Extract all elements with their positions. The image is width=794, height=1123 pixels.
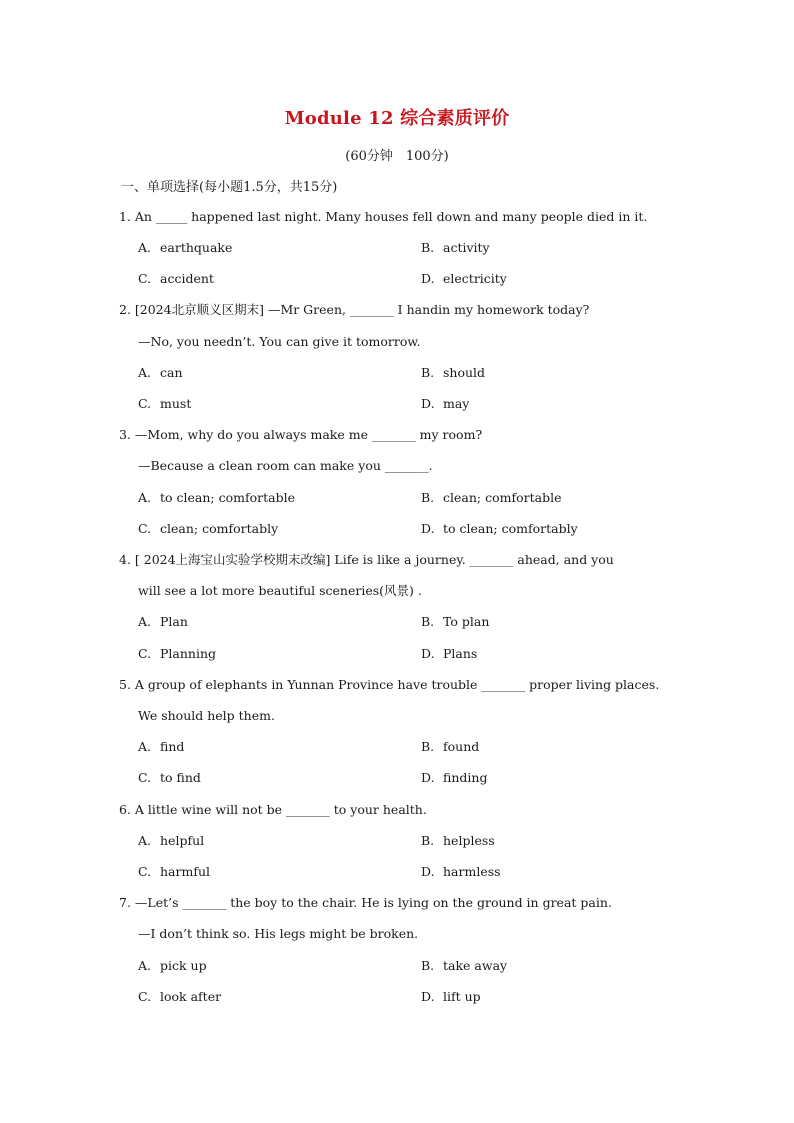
question-1-option-a[interactable] <box>138 239 232 257</box>
option-letter: A. <box>138 614 152 629</box>
option-letter: D. <box>421 864 435 879</box>
option-letter: B. <box>421 365 435 380</box>
question-2-option-b[interactable] <box>421 364 485 382</box>
option-text: to clean; comfortably <box>443 521 578 536</box>
question-7-option-c[interactable] <box>138 988 221 1006</box>
option-letter: D. <box>421 989 435 1004</box>
question-4-stem: 4. [ 2024上海宝山实验学校期末改编] Life is like a journey. _______ ahead, and you <box>119 552 614 567</box>
question-3-option-d[interactable] <box>421 520 578 538</box>
question-4-stem-cont: will see a lot more beautiful sceneries(风景) . <box>138 583 422 598</box>
option-letter: A. <box>138 958 152 973</box>
option-letter: C. <box>138 770 152 785</box>
option-text: finding <box>443 770 488 785</box>
section-heading: 一、单项选择(每小题1.5分，共15分) <box>121 180 338 195</box>
option-text: Planning <box>160 646 217 661</box>
question-7-option-b[interactable] <box>421 957 507 975</box>
option-letter: B. <box>421 958 435 973</box>
option-text: helpful <box>160 833 205 848</box>
question-1-option-d[interactable] <box>421 270 507 288</box>
question-5-option-d[interactable] <box>421 769 487 787</box>
question-2-stem-cont: —No, you needn’t. You can give it tomorrow. <box>138 334 421 349</box>
question-7-stem-cont: —I don’t think so. His legs might be broken. <box>138 926 419 941</box>
option-letter: B. <box>421 739 435 754</box>
option-text: harmful <box>160 864 211 879</box>
option-text: To plan <box>443 614 490 629</box>
question-4-option-b[interactable] <box>421 613 489 631</box>
option-text: clean; comfortable <box>443 490 562 505</box>
option-text: lift up <box>443 989 481 1004</box>
question-1-option-c[interactable] <box>138 270 214 288</box>
option-text: can <box>160 365 183 380</box>
option-letter: C. <box>138 396 152 411</box>
option-text: Plan <box>160 614 188 629</box>
option-text: pick up <box>160 958 207 973</box>
option-letter: C. <box>138 989 152 1004</box>
question-2-stem: 2. [2024北京顺义区期末] —Mr Green, _______ I handin my homework today? <box>119 302 590 317</box>
option-letter: A. <box>138 365 152 380</box>
question-7-option-a[interactable] <box>138 957 207 975</box>
option-text: to find <box>160 770 201 785</box>
option-text: must <box>160 396 192 411</box>
option-text: find <box>160 739 185 754</box>
option-text: activity <box>443 240 490 255</box>
option-text: clean; comfortably <box>160 521 279 536</box>
question-5-option-b[interactable] <box>421 738 479 756</box>
question-1-option-b[interactable] <box>421 239 490 257</box>
option-letter: B. <box>421 490 435 505</box>
question-6-stem: 6. A little wine will not be _______ to your health. <box>119 802 427 817</box>
option-text: to clean; comfortable <box>160 490 295 505</box>
option-letter: D. <box>421 770 435 785</box>
question-3-stem-cont: —Because a clean room can make you _______. <box>138 458 433 473</box>
option-text: accident <box>160 271 214 286</box>
option-text: should <box>443 365 486 380</box>
question-5-stem: 5. A group of elephants in Yunnan Province have trouble _______ proper living places. <box>119 677 660 692</box>
option-text: found <box>443 739 480 754</box>
option-text: look after <box>160 989 222 1004</box>
question-5-option-a[interactable] <box>138 738 184 756</box>
option-letter: D. <box>421 646 435 661</box>
question-1-stem: 1. An _____ happened last night. Many houses fell down and many people died in it. <box>119 209 648 224</box>
option-letter: C. <box>138 864 152 879</box>
option-letter: C. <box>138 521 152 536</box>
question-2-option-c[interactable] <box>138 395 191 413</box>
question-2-option-a[interactable] <box>138 364 183 382</box>
option-letter: D. <box>421 271 435 286</box>
option-letter: B. <box>421 240 435 255</box>
option-letter: A. <box>138 833 152 848</box>
option-letter: A. <box>138 739 152 754</box>
time-and-score: (60分钟 100分) <box>345 149 449 164</box>
question-3-option-b[interactable] <box>421 489 561 507</box>
question-3-option-c[interactable] <box>138 520 278 538</box>
option-text: helpless <box>443 833 495 848</box>
question-3-option-a[interactable] <box>138 489 295 507</box>
option-letter: C. <box>138 646 152 661</box>
question-6-option-a[interactable] <box>138 832 204 850</box>
option-text: electricity <box>443 271 507 286</box>
option-text: take away <box>443 958 508 973</box>
option-letter: A. <box>138 240 152 255</box>
option-text: earthquake <box>160 240 233 255</box>
option-letter: B. <box>421 833 435 848</box>
page-title: Module 12 综合素质评价 <box>284 108 510 129</box>
question-6-option-d[interactable] <box>421 863 501 881</box>
option-letter: A. <box>138 490 152 505</box>
option-letter: B. <box>421 614 435 629</box>
question-4-option-d[interactable] <box>421 645 477 663</box>
question-7-stem: 7. —Let’s _______ the boy to the chair. He is lying on the ground in great pain. <box>119 895 612 910</box>
option-letter: D. <box>421 521 435 536</box>
option-text: may <box>443 396 470 411</box>
question-5-stem-cont: We should help them. <box>138 708 275 723</box>
option-text: harmless <box>443 864 501 879</box>
question-3-stem: 3. —Mom, why do you always make me _______ my room? <box>119 427 483 442</box>
option-letter: C. <box>138 271 152 286</box>
question-6-option-c[interactable] <box>138 863 210 881</box>
question-4-option-c[interactable] <box>138 645 216 663</box>
question-7-option-d[interactable] <box>421 988 481 1006</box>
question-5-option-c[interactable] <box>138 769 201 787</box>
question-4-option-a[interactable] <box>138 613 188 631</box>
question-6-option-b[interactable] <box>421 832 495 850</box>
option-text: Plans <box>443 646 478 661</box>
question-2-option-d[interactable] <box>421 395 469 413</box>
option-letter: D. <box>421 396 435 411</box>
